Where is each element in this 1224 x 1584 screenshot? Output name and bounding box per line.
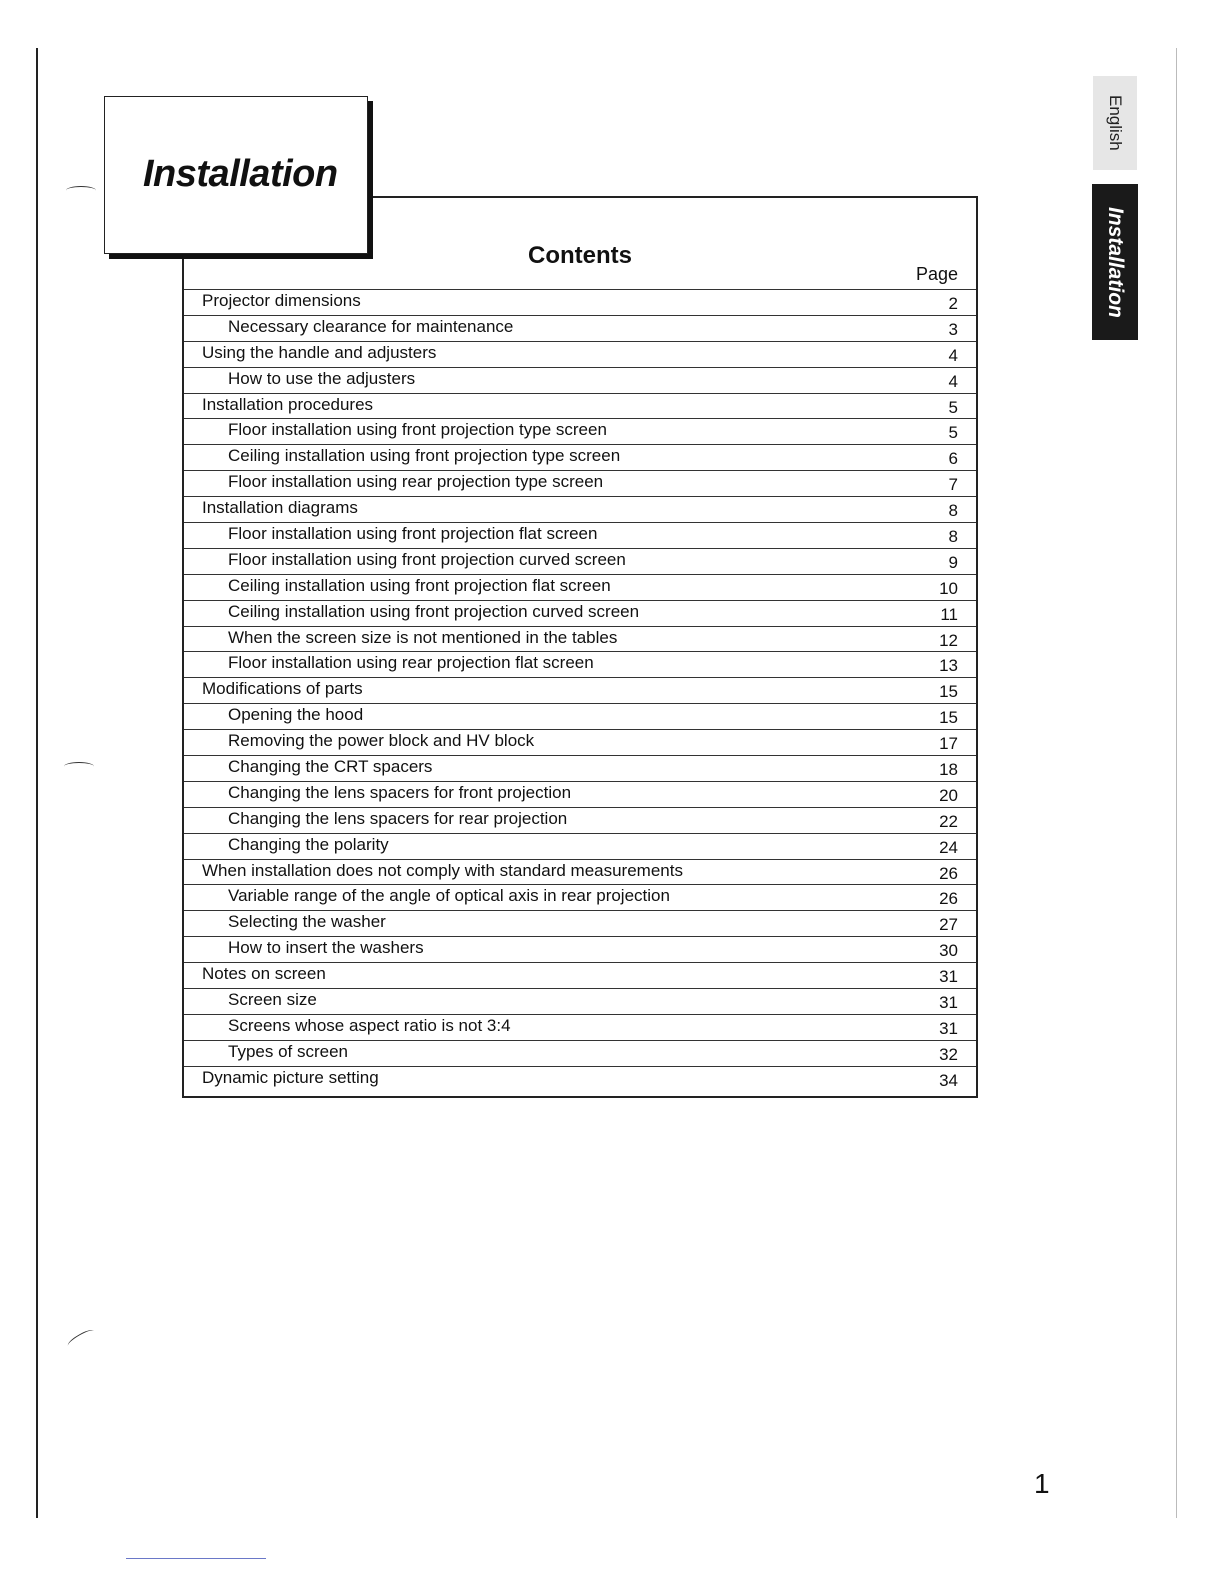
toc-entry-label: Ceiling installation using front projection type screen: [228, 446, 621, 466]
toc-row: [184, 367, 976, 393]
toc-row: [184, 470, 976, 496]
toc-entry-label: Screen size: [228, 990, 317, 1010]
toc-entry-label: Projector dimensions: [202, 291, 361, 310]
toc-entry-label: Selecting the washer: [228, 912, 386, 932]
toc-entry-label: Changing the polarity: [228, 834, 389, 854]
toc-entry-page: 30: [939, 941, 958, 961]
toc-entry-label: Notes on screen: [202, 964, 326, 984]
toc-entry-page: 11: [940, 604, 958, 624]
toc-entry-page: 4: [948, 371, 958, 391]
toc-row: [184, 936, 976, 962]
toc-entry-label: Dynamic picture setting: [202, 1067, 379, 1087]
toc-entry-page: 17: [939, 734, 958, 754]
toc-entry-label: When installation does not comply with standard measurements: [202, 860, 683, 880]
toc-entry-label: Screens whose aspect ratio is not 3:4: [228, 1015, 511, 1035]
toc-entry-page: 7: [948, 475, 958, 495]
toc-row: [184, 729, 976, 755]
toc-entry-label: Ceiling installation using front projection curved screen: [228, 601, 640, 621]
toc-row: [184, 600, 976, 626]
toc-row: [184, 548, 976, 574]
toc-entry-page: 5: [948, 423, 958, 443]
page-number: 1: [1034, 1468, 1050, 1499]
toc-row: [184, 910, 976, 936]
toc-entry-page: 31: [939, 967, 958, 987]
toc-entry-page: 13: [939, 656, 958, 676]
toc-row: [184, 496, 976, 522]
language-tab: [1093, 76, 1137, 170]
toc-row: [184, 755, 976, 781]
toc-entry-label: How to use the adjusters: [228, 368, 416, 388]
toc-row: [184, 418, 976, 444]
toc-row: [184, 444, 976, 470]
toc-entry-label: Changing the CRT spacers: [228, 757, 433, 777]
toc-row: [184, 677, 976, 703]
section-title: Installation: [143, 153, 338, 195]
toc-entry-label: Types of screen: [228, 1041, 349, 1061]
toc-entry-label: Installation procedures: [202, 394, 374, 414]
toc-entry-page: 8: [948, 527, 958, 547]
toc-entry-label: Floor installation using front projection type screen: [228, 420, 607, 440]
toc-row: [184, 626, 976, 652]
left-margin-rule: [36, 48, 38, 1518]
section-title-box: [104, 96, 368, 254]
toc-entry-page: 15: [939, 682, 958, 702]
toc-entry-label: Changing the lens spacers for rear projection: [228, 808, 568, 828]
toc-row: [184, 574, 976, 600]
toc-row: [184, 1014, 976, 1040]
toc-entry-page: 26: [939, 863, 958, 883]
toc-entry-page: 12: [939, 630, 958, 650]
toc-entry-label: Necessary clearance for maintenance: [228, 316, 514, 336]
toc-entry-page: 20: [939, 785, 958, 805]
toc-row: [184, 315, 976, 341]
toc-entry-label: Floor installation using front projection flat screen: [228, 524, 598, 544]
language-tab-label: English: [1106, 95, 1125, 151]
toc-row: [184, 1066, 976, 1092]
binding-mark: [66, 1327, 96, 1350]
binding-mark: [64, 762, 94, 771]
toc-entry-label: Changing the lens spacers for front projection: [228, 782, 572, 802]
toc-entry-page: 15: [939, 708, 958, 728]
toc-entry-label: How to insert the washers: [228, 938, 424, 958]
toc-entry-label: Floor installation using front projection curved screen: [228, 549, 626, 569]
toc-entry-label: When the screen size is not mentioned in the tables: [228, 627, 618, 647]
toc-entry-page: 22: [939, 811, 958, 831]
toc-row: [184, 341, 976, 367]
toc-entry-page: 18: [939, 760, 958, 780]
toc-row: [184, 962, 976, 988]
toc-entry-label: Floor installation using rear projection type screen: [228, 472, 604, 492]
toc-row: [184, 393, 976, 419]
toc-entry-page: 32: [939, 1044, 958, 1064]
footer-rule: [126, 1558, 266, 1559]
toc-entry-label: Floor installation using rear projection flat screen: [228, 653, 594, 673]
toc-row: [184, 884, 976, 910]
toc-entry-label: Opening the hood: [228, 705, 364, 725]
right-margin-rule: [1176, 48, 1177, 1518]
contents-entries: [184, 289, 976, 1092]
toc-entry-page: 24: [939, 837, 958, 857]
toc-entry-label: Variable range of the angle of optical axis in rear projection: [228, 886, 670, 906]
toc-entry-page: 6: [948, 449, 958, 469]
toc-entry-page: 10: [939, 578, 958, 598]
toc-row: [184, 781, 976, 807]
toc-entry-page: 4: [948, 345, 958, 365]
toc-row: [184, 807, 976, 833]
toc-entry-label: Installation diagrams: [202, 498, 358, 518]
toc-entry-page: 31: [939, 993, 958, 1013]
toc-entry-page: 2: [948, 294, 958, 313]
toc-entry-page: 26: [939, 889, 958, 909]
toc-entry-page: 5: [948, 397, 958, 417]
section-tab: [1092, 184, 1138, 340]
page-column-header: Page: [915, 264, 958, 284]
toc-entry-page: 34: [939, 1070, 958, 1090]
toc-entry-page: 3: [948, 319, 958, 339]
toc-row: [184, 703, 976, 729]
toc-entry-page: 8: [948, 501, 958, 521]
contents-table: [182, 196, 978, 1098]
toc-row: [184, 522, 976, 548]
toc-row: [184, 988, 976, 1014]
toc-entry-page: 31: [939, 1018, 958, 1038]
toc-row: [184, 651, 976, 677]
toc-entry-page: 9: [948, 552, 958, 572]
toc-entry-label: Modifications of parts: [202, 679, 363, 699]
toc-row: [184, 1040, 976, 1066]
toc-entry-label: Removing the power block and HV block: [228, 731, 535, 751]
toc-entry-label: Ceiling installation using front projection flat screen: [228, 575, 611, 595]
section-tab-label: Installation: [1104, 206, 1127, 318]
contents-heading: Contents: [528, 242, 632, 269]
binding-mark: [66, 186, 96, 195]
toc-row: [184, 833, 976, 859]
toc-row: [184, 289, 976, 315]
toc-entry-page: 27: [939, 915, 958, 935]
toc-row: [184, 859, 976, 885]
toc-entry-label: Using the handle and adjusters: [202, 342, 437, 362]
